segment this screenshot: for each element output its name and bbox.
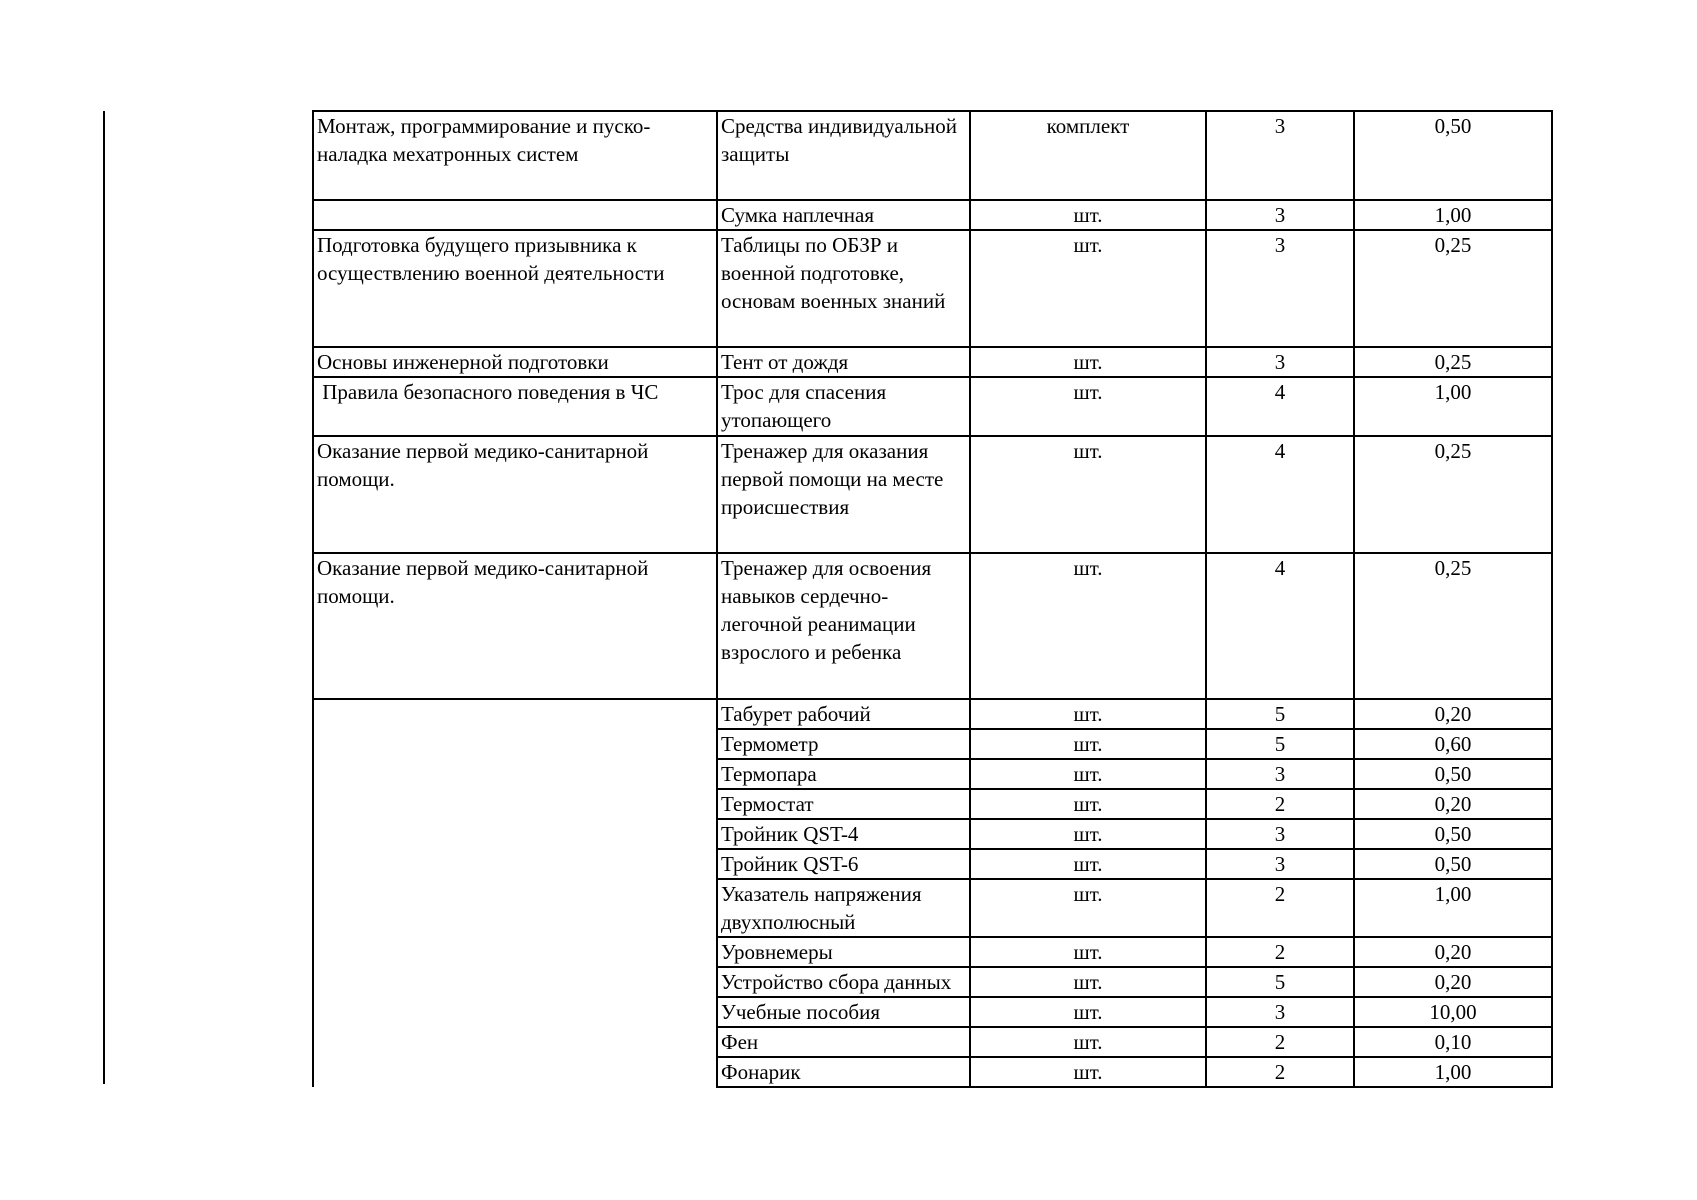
qty-cell: 2 xyxy=(1206,879,1354,937)
unit-cell: шт. xyxy=(970,230,1206,347)
section-cell: Правила безопасного поведения в ЧС xyxy=(313,377,717,436)
unit-cell: шт. xyxy=(970,879,1206,937)
qty-cell: 2 xyxy=(1206,1027,1354,1057)
unit-cell: шт. xyxy=(970,729,1206,759)
qty-cell: 5 xyxy=(1206,729,1354,759)
table-row xyxy=(313,436,1552,553)
equipment-table xyxy=(312,110,1553,1088)
norm-cell: 0,20 xyxy=(1354,789,1552,819)
item-name-cell: Сумка наплечная xyxy=(717,200,970,230)
qty-cell: 2 xyxy=(1206,789,1354,819)
section-cell-empty xyxy=(313,699,717,1087)
item-name-cell: Табурет рабочий xyxy=(717,699,970,729)
norm-cell: 1,00 xyxy=(1354,377,1552,436)
norm-cell: 10,00 xyxy=(1354,997,1552,1027)
qty-cell: 4 xyxy=(1206,377,1354,436)
section-cell: Основы инженерной подготовки xyxy=(313,347,717,377)
table-row xyxy=(313,200,1552,230)
norm-cell: 1,00 xyxy=(1354,1057,1552,1087)
unit-cell: шт. xyxy=(970,759,1206,789)
unit-cell: шт. xyxy=(970,819,1206,849)
unit-cell: шт. xyxy=(970,699,1206,729)
unit-cell: шт. xyxy=(970,937,1206,967)
norm-cell: 0,25 xyxy=(1354,347,1552,377)
item-name-cell: Устройство сбора данных xyxy=(717,967,970,997)
table-row xyxy=(313,553,1552,699)
qty-cell: 3 xyxy=(1206,819,1354,849)
item-name-cell: Тренажер для освоения навыков сердечно-легочной реанимации взрослого и ребенка xyxy=(717,553,970,699)
qty-cell: 3 xyxy=(1206,200,1354,230)
item-name-cell: Средства индивидуальной защиты xyxy=(717,111,970,200)
item-name-cell: Тренажер для оказания первой помощи на месте происшествия xyxy=(717,436,970,553)
section-cell: Оказание первой медико-санитарной помощи. xyxy=(313,553,717,699)
norm-cell: 0,25 xyxy=(1354,230,1552,347)
unit-cell: шт. xyxy=(970,1027,1206,1057)
unit-cell: шт. xyxy=(970,436,1206,553)
qty-cell: 4 xyxy=(1206,436,1354,553)
qty-cell: 3 xyxy=(1206,997,1354,1027)
norm-cell: 1,00 xyxy=(1354,200,1552,230)
unit-cell: комплект xyxy=(970,111,1206,200)
norm-cell: 0,60 xyxy=(1354,729,1552,759)
unit-cell: шт. xyxy=(970,997,1206,1027)
qty-cell: 3 xyxy=(1206,849,1354,879)
norm-cell: 0,20 xyxy=(1354,937,1552,967)
section-cell: Подготовка будущего призывника к осуществлению военной деятельности xyxy=(313,230,717,347)
item-name-cell: Указатель напряжения двухполюсный xyxy=(717,879,970,937)
qty-cell: 5 xyxy=(1206,967,1354,997)
norm-cell: 0,20 xyxy=(1354,967,1552,997)
unit-cell: шт. xyxy=(970,849,1206,879)
item-name-cell: Термометр xyxy=(717,729,970,759)
item-name-cell: Тройник QST-4 xyxy=(717,819,970,849)
item-name-cell: Тент от дождя xyxy=(717,347,970,377)
section-cell: Монтаж, программирование и пуско-наладка мехатронных систем xyxy=(313,111,717,200)
qty-cell: 5 xyxy=(1206,699,1354,729)
table-row xyxy=(313,230,1552,347)
unit-cell: шт. xyxy=(970,553,1206,699)
norm-cell: 0,50 xyxy=(1354,819,1552,849)
norm-cell: 0,50 xyxy=(1354,759,1552,789)
unit-cell: шт. xyxy=(970,377,1206,436)
unit-cell: шт. xyxy=(970,1057,1206,1087)
item-name-cell: Термостат xyxy=(717,789,970,819)
page-left-rule xyxy=(103,111,105,1084)
qty-cell: 2 xyxy=(1206,1057,1354,1087)
item-name-cell: Трос для спасения утопающего xyxy=(717,377,970,436)
norm-cell: 0,25 xyxy=(1354,553,1552,699)
table-row xyxy=(313,699,1552,729)
table-row xyxy=(313,111,1552,200)
qty-cell: 3 xyxy=(1206,230,1354,347)
item-name-cell: Таблицы по ОБЗР и военной подготовке, основам военных знаний xyxy=(717,230,970,347)
item-name-cell: Уровнемеры xyxy=(717,937,970,967)
norm-cell: 0,50 xyxy=(1354,111,1552,200)
item-name-cell: Тройник QST-6 xyxy=(717,849,970,879)
unit-cell: шт. xyxy=(970,200,1206,230)
norm-cell: 0,25 xyxy=(1354,436,1552,553)
item-name-cell: Учебные пособия xyxy=(717,997,970,1027)
norm-cell: 0,20 xyxy=(1354,699,1552,729)
qty-cell: 3 xyxy=(1206,347,1354,377)
unit-cell: шт. xyxy=(970,789,1206,819)
qty-cell: 3 xyxy=(1206,759,1354,789)
section-cell: Оказание первой медико-санитарной помощи. xyxy=(313,436,717,553)
item-name-cell: Термопара xyxy=(717,759,970,789)
table-row xyxy=(313,377,1552,436)
norm-cell: 0,10 xyxy=(1354,1027,1552,1057)
unit-cell: шт. xyxy=(970,347,1206,377)
section-cell xyxy=(313,200,717,230)
item-name-cell: Фонарик xyxy=(717,1057,970,1087)
qty-cell: 3 xyxy=(1206,111,1354,200)
qty-cell: 4 xyxy=(1206,553,1354,699)
norm-cell: 0,50 xyxy=(1354,849,1552,879)
table-row xyxy=(313,347,1552,377)
item-name-cell: Фен xyxy=(717,1027,970,1057)
unit-cell: шт. xyxy=(970,967,1206,997)
norm-cell: 1,00 xyxy=(1354,879,1552,937)
qty-cell: 2 xyxy=(1206,937,1354,967)
